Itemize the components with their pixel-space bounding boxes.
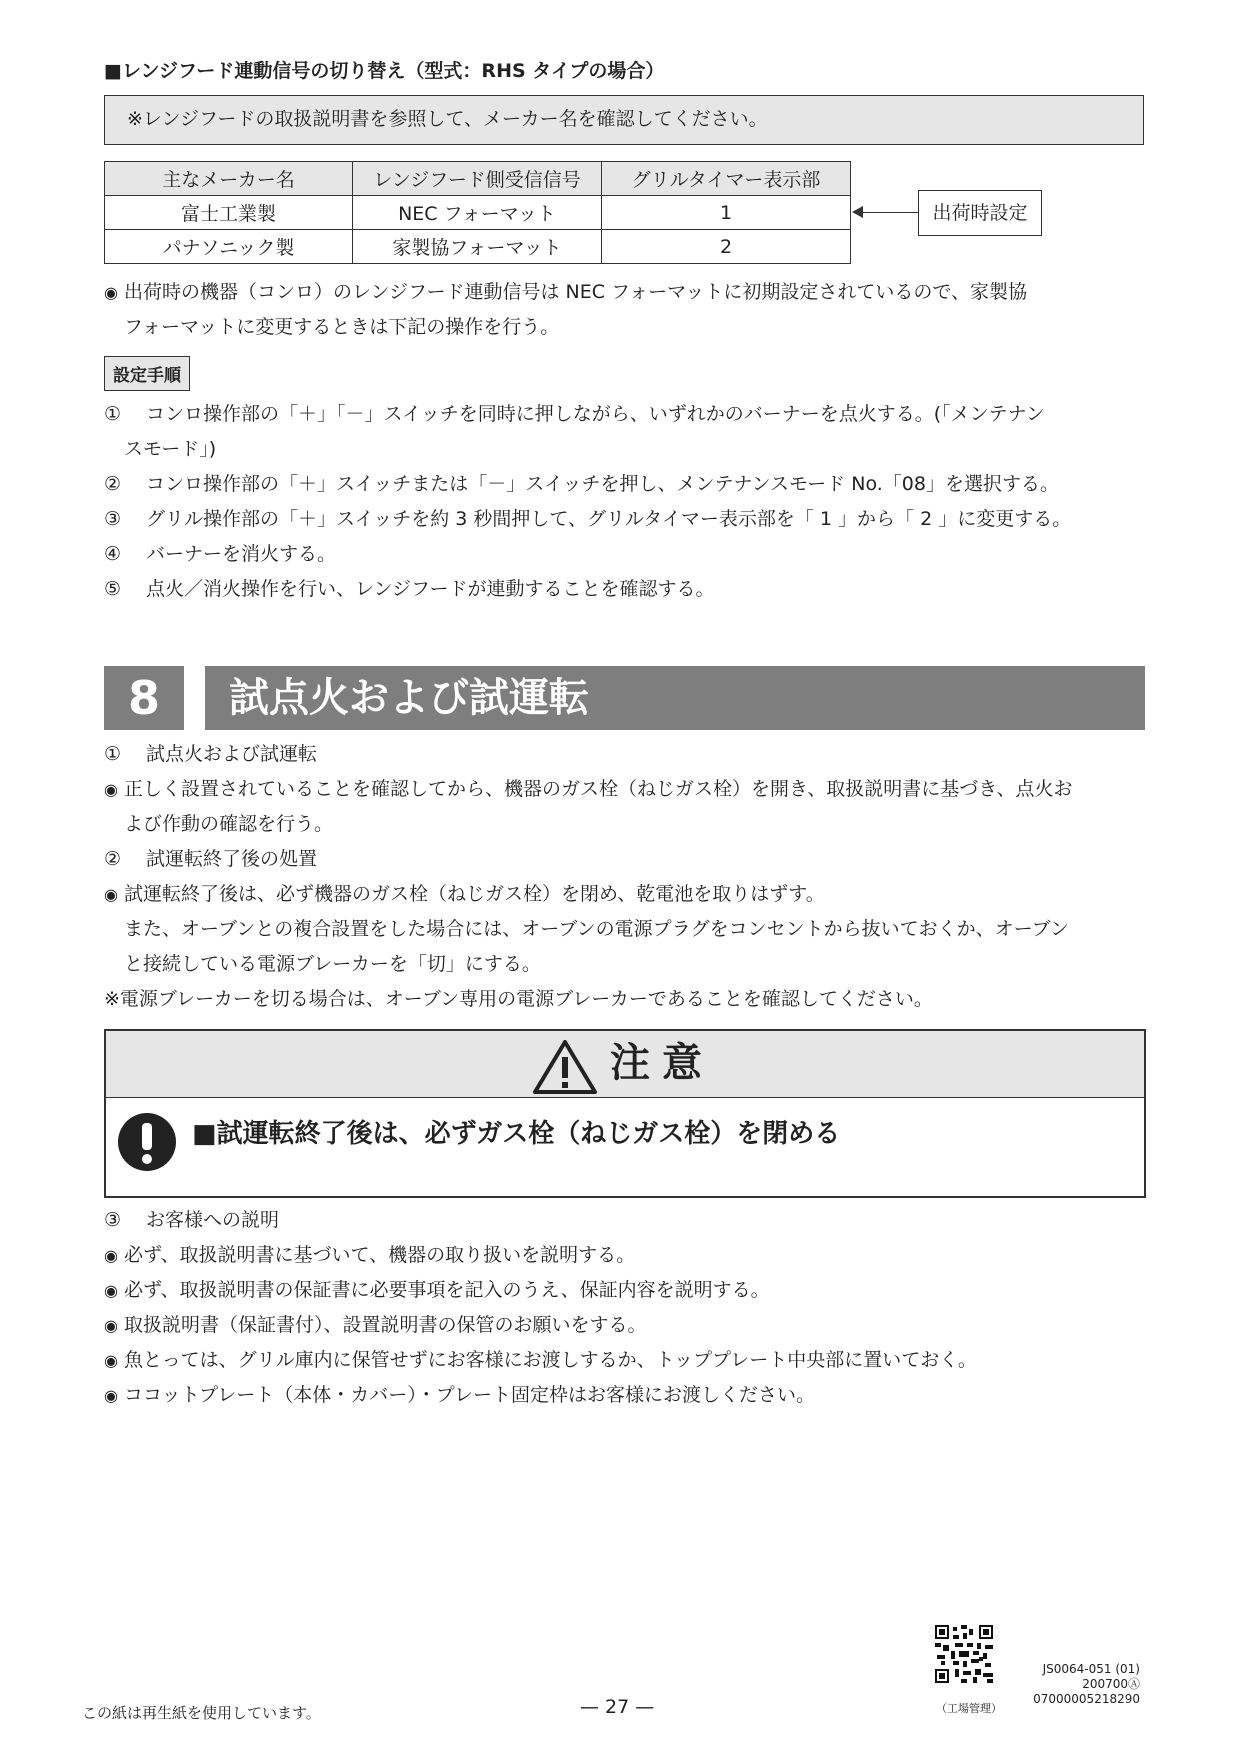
table-header-row — [105, 162, 851, 196]
list-item-text: 取扱説明書（保証書付）、設置説明書の保管のお願いをする。 — [124, 1314, 647, 1336]
list-item-text: 必ず、取扱説明書に基づいて、機器の取り扱いを説明する。 — [124, 1244, 636, 1266]
trial-step — [104, 842, 1174, 877]
trial-bullet-line: 正しく設置されていることを確認してから、機器のガス栓（ねじガス栓）を開き、取扱説明書に基づき、点火お — [124, 778, 1073, 800]
customer-step — [104, 1203, 1164, 1238]
document-codes — [1010, 1662, 1140, 1707]
section-title: ■レンジフード連動信号の切り替え（型式：RHS タイプの場合） — [104, 60, 665, 82]
bullet-icon: ◉ — [104, 1351, 118, 1370]
step-text: コンロ操作部の「＋」スイッチまたは「－」スイッチを押し、メンテナンスモード No.「08」を選択する。 — [146, 473, 1059, 495]
trial-bullet-line: また、オーブンとの複合設置をした場合には、オーブンの電源プラグをコンセントから抜いておくか、オーブン — [124, 918, 1069, 940]
table-cell: パナソニック製 — [105, 230, 353, 264]
table-header-cell: グリルタイマー表示部 — [602, 162, 851, 196]
reference-note-box: ※レンジフードの取扱説明書を参照して、メーカー名を確認してください。 — [104, 95, 1144, 145]
shipping-note-line: 出荷時の機器（コンロ）のレンジフード連動信号は NEC フォーマットに初期設定されているので、家製協 — [124, 281, 1027, 303]
table-header-cell: 主なメーカー名 — [105, 162, 353, 196]
list-item-text: 魚とっては、グリル庫内に保管せずにお客様にお渡しするか、トッププレート中央部に置いておく。 — [124, 1349, 977, 1371]
step-text: 試点火および試運転 — [146, 743, 318, 765]
table-row — [105, 196, 851, 230]
step-number: ① — [104, 403, 122, 425]
bullet-icon: ◉ — [104, 1281, 118, 1300]
procedure-step — [104, 537, 1164, 572]
exclamation-icon — [116, 1111, 178, 1173]
caution-box — [104, 1029, 1146, 1198]
list-item — [104, 1378, 1164, 1413]
list-item-text: 必ず、取扱説明書の保証書に必要事項を記入のうえ、保証内容を説明する。 — [124, 1279, 770, 1301]
list-item — [104, 1308, 1164, 1343]
chapter-title: 試点火および試運転 — [205, 666, 1145, 730]
trial-bullet-line: 試運転終了後は、必ず機器のガス栓（ねじガス栓）を閉め、乾電池を取りはずす。 — [124, 883, 825, 905]
bullet-icon: ◉ — [104, 885, 118, 904]
trial-step — [104, 737, 1174, 772]
procedure-step — [104, 397, 1164, 432]
table-header-cell: レンジフード側受信信号 — [353, 162, 602, 196]
step-text: バーナーを消火する。 — [146, 543, 337, 565]
step-number: ③ — [104, 508, 122, 530]
table-cell: 1 — [602, 196, 851, 230]
trial-bullet-line: よび作動の確認を行う。 — [124, 813, 334, 835]
table-cell: 2 — [602, 230, 851, 264]
chapter-number: 8 — [104, 666, 184, 730]
step-number: ④ — [104, 543, 122, 565]
step-number: ③ — [104, 1209, 122, 1231]
caution-header — [106, 1031, 1144, 1098]
list-item — [104, 1343, 1164, 1378]
warning-triangle-icon — [532, 1039, 598, 1095]
document-code: JS0064-051 (01) — [1042, 1662, 1140, 1676]
trial-bullet-line: と接続している電源ブレーカーを「切」にする。 — [124, 953, 541, 975]
procedure-steps — [104, 397, 1164, 607]
bullet-icon: ◉ — [104, 1246, 118, 1265]
qr-code-icon — [935, 1625, 993, 1683]
step-text: 点火／消火操作を行い、レンジフードが連動することを確認する。 — [146, 578, 715, 600]
procedure-step — [104, 467, 1164, 502]
callout-line — [862, 212, 918, 213]
table-cell: NEC フォーマット — [353, 196, 602, 230]
bullet-icon: ◉ — [104, 283, 118, 302]
breaker-note: ※電源ブレーカーを切る場合は、オーブン専用の電源ブレーカーであることを確認してください。 — [104, 988, 933, 1010]
document-code: 200700Ⓐ — [1082, 1677, 1140, 1691]
table-row — [105, 230, 851, 264]
step-number: ② — [104, 848, 122, 870]
table-cell: 家製協フォーマット — [353, 230, 602, 264]
caution-text: ■試運転終了後は、必ずガス栓（ねじガス栓）を閉める — [192, 1119, 841, 1149]
list-item — [104, 1273, 1164, 1308]
shipping-note — [104, 275, 1164, 345]
step-number: ② — [104, 473, 122, 495]
procedure-label: 設定手順 — [104, 356, 190, 391]
shipping-setting-callout: 出荷時設定 — [918, 190, 1042, 236]
trial-section — [104, 737, 1174, 1017]
list-item — [104, 1238, 1164, 1273]
factory-control-label: （工場管理） — [936, 1702, 1002, 1715]
procedure-step — [104, 572, 1164, 607]
bullet-icon: ◉ — [104, 1386, 118, 1405]
page-number: — 27 — — [580, 1696, 655, 1718]
bullet-icon: ◉ — [104, 1316, 118, 1335]
bullet-icon: ◉ — [104, 780, 118, 799]
step-text-continued: スモード」) — [124, 438, 217, 460]
maker-signal-table — [104, 161, 851, 264]
document-code: 07000005218290 — [1033, 1692, 1140, 1706]
shipping-note-line: フォーマットに変更するときは下記の操作を行う。 — [124, 316, 560, 338]
list-item-text: ココットプレート（本体・カバー）・プレート固定枠はお客様にお渡しください。 — [124, 1384, 816, 1406]
step-text: お客様への説明 — [146, 1209, 280, 1231]
customer-section — [104, 1203, 1164, 1413]
step-text: コンロ操作部の「＋」「－」スイッチを同時に押しながら、いずれかのバーナーを点火する。(「メンテナン — [146, 403, 1045, 425]
step-text: 試運転終了後の処置 — [146, 848, 318, 870]
procedure-step — [104, 502, 1164, 537]
step-number: ⑤ — [104, 578, 122, 600]
table-cell: 富士工業製 — [105, 196, 353, 230]
step-number: ① — [104, 743, 122, 765]
recycled-paper-note: この紙は再生紙を使用しています。 — [82, 1704, 321, 1722]
caution-title: 注意 — [610, 1040, 714, 1086]
step-text: グリル操作部の「＋」スイッチを約 3 秒間押して、グリルタイマー表示部を「 1 」から「 2 」に変更する。 — [146, 508, 1072, 530]
